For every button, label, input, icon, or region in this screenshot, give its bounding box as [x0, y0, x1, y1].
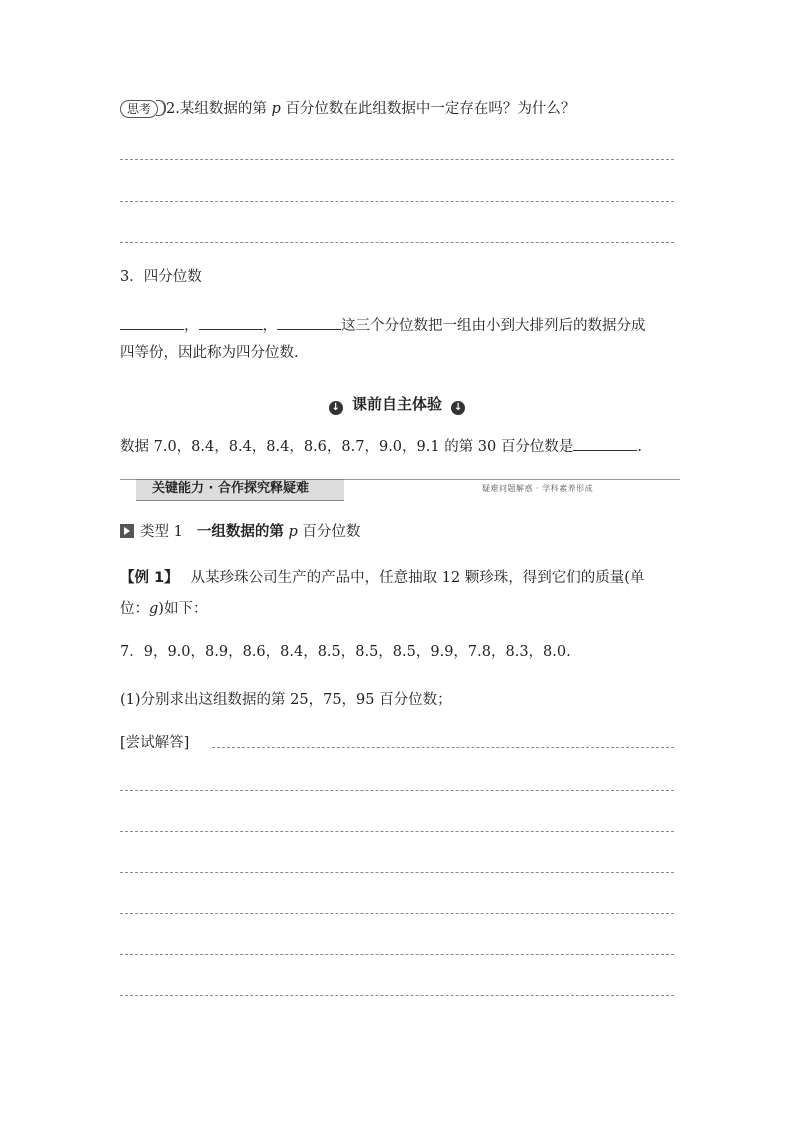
think-question [120, 99, 575, 119]
example1-unit: g [149, 601, 159, 617]
think-question-prefix: 2.某组数据的第 [166, 101, 267, 117]
quartile-line2: 四等份，因此称为四分位数. [120, 345, 299, 361]
quartile-line1 [120, 313, 646, 336]
example1-unit-prefix: 位： [120, 601, 149, 617]
answer-line [120, 201, 674, 202]
type1-title-suffix: 百分位数 [302, 524, 361, 540]
fill-blank[interactable] [120, 313, 184, 330]
separator: ， [262, 318, 277, 334]
fill-blank[interactable] [277, 313, 341, 330]
think-question-var: p [271, 101, 281, 117]
answer-line [120, 790, 674, 791]
example1-data: 7．9，9.0，8.9，8.6，8.4，8.5，8.5，8.5，9.9，7.8，8.3，8.0. [120, 644, 571, 660]
play-triangle-icon [120, 524, 134, 538]
down-arrow-icon: ↓ [451, 401, 465, 415]
separator: ， [184, 318, 199, 334]
type1-heading [120, 522, 360, 542]
question-end: . [637, 439, 642, 455]
preview-heading [0, 393, 794, 415]
think-badge-tail-icon [156, 100, 166, 116]
fill-blank[interactable] [573, 434, 637, 451]
example1-unit-suffix: )如下： [158, 601, 208, 617]
example1-part1: (1)分别求出这组数据的第 25，75，95 百分位数； [120, 692, 452, 708]
banner-label: 关键能力 · 合作探究释疑难 [152, 481, 309, 496]
answer-line [120, 995, 674, 996]
answer-label: [尝试解答] [120, 735, 190, 751]
type1-title-prefix: 一组数据的第 [196, 524, 284, 540]
example1-text: 从某珍珠公司生产的产品中，任意抽取 12 颗珍珠，得到它们的质量(单 [190, 570, 645, 586]
quartile-heading: 3．四分位数 [120, 269, 202, 285]
answer-line [120, 872, 674, 873]
banner-subtitle: 疑难问题解惑 · 学科素养形成 [482, 484, 594, 493]
preview-question-text: 数据 7.0，8.4，8.4，8.4，8.6，8.7，9.0，9.1 的第 30 百分位数是 [120, 439, 574, 455]
answer-line [120, 954, 674, 955]
down-arrow-icon: ↓ [329, 401, 343, 415]
type1-label: 类型 1 [140, 524, 183, 540]
example1-line2 [120, 599, 207, 619]
answer-line [212, 747, 674, 748]
answer-line [120, 242, 674, 243]
preview-question [120, 434, 642, 457]
example1-label: 【例 1】 [120, 570, 179, 586]
fill-blank[interactable] [199, 313, 263, 330]
example1-line1 [120, 568, 644, 588]
type1-title-var: p [288, 524, 298, 540]
answer-line [120, 159, 674, 160]
think-badge: 思考 [120, 100, 158, 118]
think-question-suffix: 百分位数在此组数据中一定存在吗？为什么？ [285, 101, 576, 117]
answer-line [120, 831, 674, 832]
answer-line [120, 913, 674, 914]
preview-heading-text: 课前自主体验 [351, 395, 442, 413]
quartile-line1-rest: 这三个分位数把一组由小到大排列后的数据分成 [341, 318, 646, 334]
